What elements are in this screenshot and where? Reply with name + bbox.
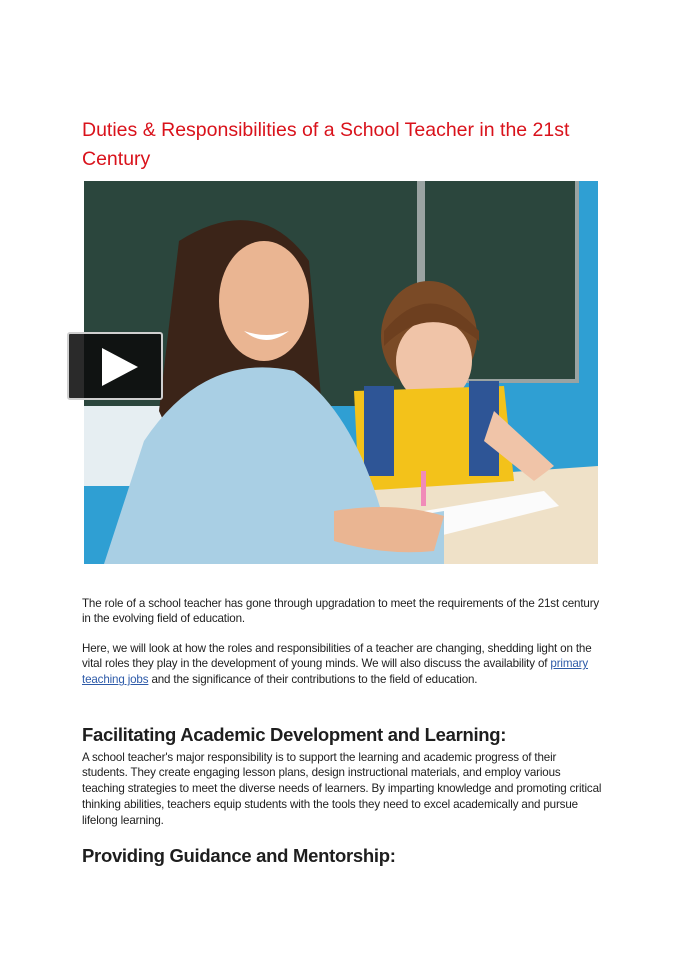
section-heading-guidance-mentorship: Providing Guidance and Mentorship: [82,845,396,867]
primary-teaching-jobs-link[interactable]: primary teaching jobs [82,657,589,687]
section-heading-academic-development: Facilitating Academic Development and Learning: [82,724,507,746]
overview-text-before-link: Here, we will look at how the roles and responsibilities of a teacher are changing, shedding light on the vital roles they play in the development of young minds. We will also discuss the availability of [82,641,592,671]
section-body-academic-development: A school teacher's major responsibility is to support the learning and academic progress of their students. They create engaging lesson plans, design instructional materials, and employ various teaching strategies to meet the diverse needs of learners. By imparting knowledge and promoting critical thinking abilities, teachers equip students with the tools they need to excel academically and pursue lifelong learning. [82,750,602,827]
overview-text-after-link: and the significance of their contributions to the field of education. [148,673,478,687]
play-video-button[interactable] [67,332,163,400]
intro-paragraph: The role of a school teacher has gone through upgradation to meet the requirements of the 21st century in the evolving field of education. [82,596,600,626]
overview-paragraph [82,641,602,688]
document-title: Duties & Responsibilities of a School Teacher in the 21st Century [82,119,570,171]
play-icon [102,348,138,386]
